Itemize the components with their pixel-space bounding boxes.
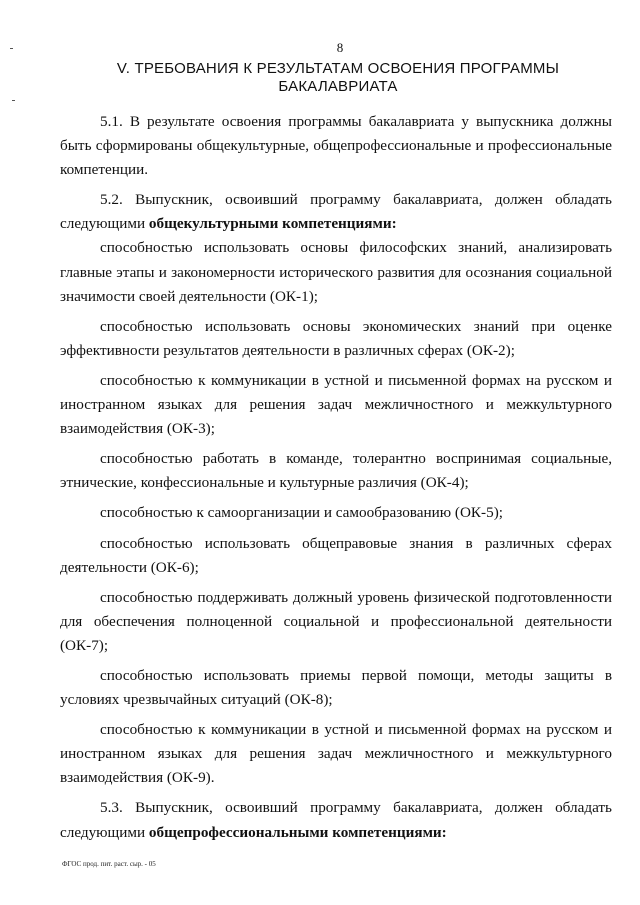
paragraph-5-2-emphasis: общекультурными компетенциями: — [148, 215, 397, 233]
competency-ok-4: способностью работать в команде, толерантно воспринимая социальные, этнические, конфессиональные и культурные различия (ОК-4); — [60, 450, 612, 492]
competency-ok-3: способностью к коммуникации в устной и письменной формах на русском и иностранном языках для решения задач межличностного и межкультурного взаимодействия (ОК-3); — [60, 371, 612, 438]
document-body — [60, 110, 612, 845]
paragraph-5-3-text: 5.3. Выпускник, освоивший программу бакалавриата, должен обладать следующими — [60, 799, 612, 841]
competency-ok-6: способностью использовать общеправовые знания в различных сферах деятельности (ОК-6); — [60, 534, 612, 576]
paragraph-5-1: 5.1. В результате освоения программы бакалавриата у выпускника должны быть сформированы общекультурные, общепрофессиональные и профессиональные компетенции. — [60, 113, 612, 179]
section-heading — [88, 60, 588, 96]
competency-ok-2: способностью использовать основы экономических знаний при оценке эффективности результатов деятельности в различных сферах (ОК-2); — [60, 317, 612, 359]
section-heading-line-1: V. ТРЕБОВАНИЯ К РЕЗУЛЬТАТАМ ОСВОЕНИЯ ПРОГРАММЫ — [116, 60, 560, 77]
paragraph-5-2-text: 5.2. Выпускник, освоивший программу бакалавриата, должен обладать следующими — [60, 191, 612, 233]
competency-ok-8: способностью использовать приемы первой помощи, методы защиты в условиях чрезвычайных ситуаций (ОК-8); — [60, 666, 612, 709]
competency-ok-1: способностью использовать основы философских знаний, анализировать главные этапы и закономерности исторического развития для осознания социальной значимости своей деятельности (ОК-1); — [60, 239, 612, 305]
paragraph-5-2 — [60, 188, 612, 236]
page-number: 8 — [336, 40, 344, 55]
footer-note: ФГОС прод. пит. раст. сыр. - 05 — [62, 860, 156, 868]
section-heading-line-2: БАКАЛАВРИАТА — [278, 78, 398, 95]
paragraph-5-3-emphasis: общепрофессиональными компетенциями: — [148, 823, 447, 841]
competency-ok-5: способностью к самоорганизации и самообразованию (ОК-5); — [100, 504, 503, 522]
competency-ok-7: способностью поддерживать должный уровень физической подготовленности для обеспечения полноценной социальной и профессиональной деятельности (ОК-7); — [60, 588, 612, 654]
scan-mark — [12, 100, 15, 101]
paragraph-5-3 — [60, 796, 612, 844]
competency-ok-9: способностью к коммуникации в устной и письменной формах на русском и иностранном языках для решения задач межличностного и межкультурного взаимодействия (ОК-9). — [60, 721, 612, 787]
